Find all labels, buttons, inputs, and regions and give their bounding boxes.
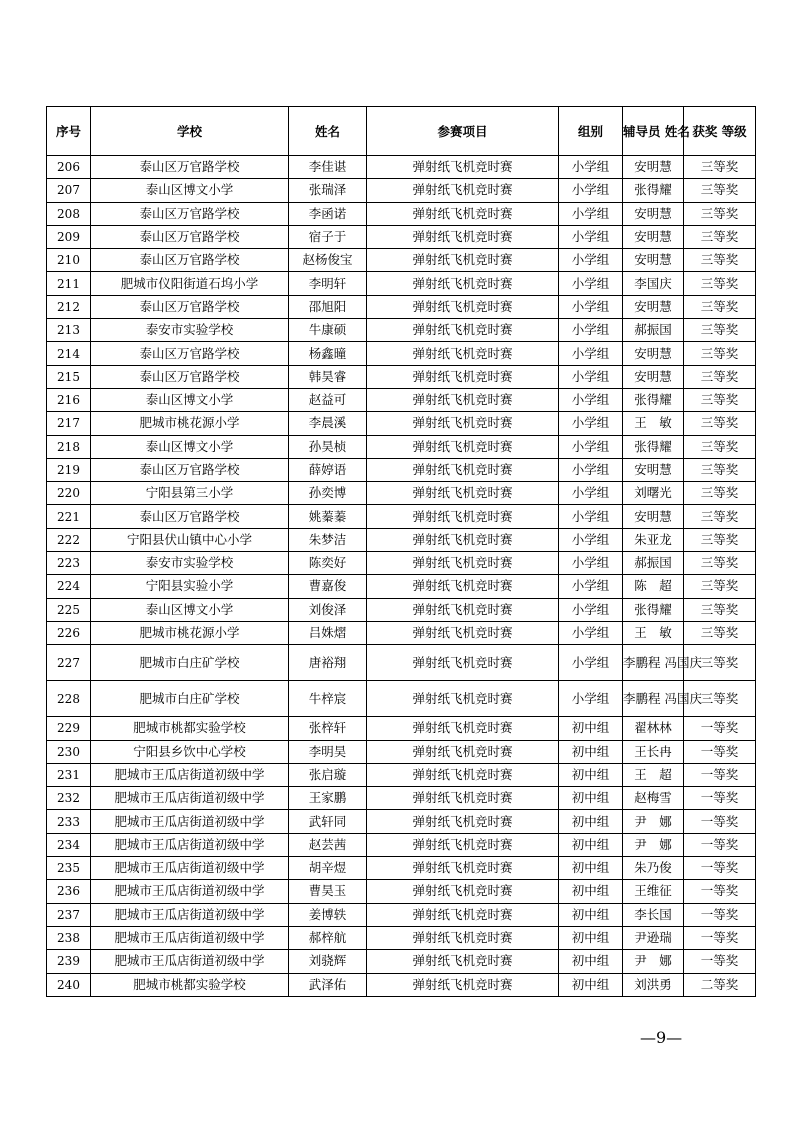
cell-group: 小学组 xyxy=(559,179,623,202)
cell-school: 肥城市桃都实验学校 xyxy=(91,717,289,740)
cell-name: 武泽佑 xyxy=(289,973,367,996)
header-school: 学校 xyxy=(91,107,289,156)
table-row xyxy=(47,319,756,342)
cell-name: 武轩同 xyxy=(289,810,367,833)
cell-name: 张梓轩 xyxy=(289,717,367,740)
cell-group: 小学组 xyxy=(559,202,623,225)
cell-event: 弹射纸飞机竞时赛 xyxy=(367,528,559,551)
cell-coach: 尹 娜 xyxy=(623,810,684,833)
cell-name: 李函诺 xyxy=(289,202,367,225)
cell-coach: 李长国 xyxy=(623,903,684,926)
cell-coach: 陈 超 xyxy=(623,575,684,598)
cell-group: 初中组 xyxy=(559,857,623,880)
cell-event: 弹射纸飞机竞时赛 xyxy=(367,202,559,225)
cell-name: 赵杨俊宝 xyxy=(289,249,367,272)
cell-award: 三等奖 xyxy=(684,681,756,717)
cell-coach: 张得耀 xyxy=(623,435,684,458)
table-row xyxy=(47,435,756,458)
cell-group: 初中组 xyxy=(559,950,623,973)
cell-name: 李明昊 xyxy=(289,740,367,763)
cell-name: 姚蓁蓁 xyxy=(289,505,367,528)
cell-award: 二等奖 xyxy=(684,973,756,996)
cell-name: 张启璇 xyxy=(289,763,367,786)
cell-school: 肥城市王瓜店街道初级中学 xyxy=(91,926,289,949)
cell-serial: 225 xyxy=(47,598,91,621)
cell-name: 孙奕博 xyxy=(289,482,367,505)
cell-coach: 张得耀 xyxy=(623,179,684,202)
cell-group: 小学组 xyxy=(559,412,623,435)
cell-group: 初中组 xyxy=(559,787,623,810)
cell-name: 韩昊睿 xyxy=(289,365,367,388)
cell-group: 小学组 xyxy=(559,645,623,681)
cell-name: 李佳谌 xyxy=(289,156,367,179)
cell-school: 肥城市仪阳街道石坞小学 xyxy=(91,272,289,295)
cell-coach: 尹 娜 xyxy=(623,833,684,856)
cell-award: 三等奖 xyxy=(684,458,756,481)
cell-coach: 安明慧 xyxy=(623,365,684,388)
cell-serial: 240 xyxy=(47,973,91,996)
cell-coach: 安明慧 xyxy=(623,458,684,481)
cell-group: 小学组 xyxy=(559,552,623,575)
cell-school: 泰山区博文小学 xyxy=(91,435,289,458)
cell-event: 弹射纸飞机竞时赛 xyxy=(367,621,559,644)
cell-school: 泰山区博文小学 xyxy=(91,598,289,621)
cell-event: 弹射纸飞机竞时赛 xyxy=(367,482,559,505)
page-number: —9— xyxy=(640,1028,683,1047)
cell-award: 三等奖 xyxy=(684,435,756,458)
cell-serial: 233 xyxy=(47,810,91,833)
cell-school: 泰山区万官路学校 xyxy=(91,156,289,179)
header-event: 参赛项目 xyxy=(367,107,559,156)
cell-event: 弹射纸飞机竞时赛 xyxy=(367,552,559,575)
cell-coach: 翟林林 xyxy=(623,717,684,740)
cell-event: 弹射纸飞机竞时赛 xyxy=(367,973,559,996)
header-row xyxy=(47,107,756,156)
cell-school: 泰山区万官路学校 xyxy=(91,365,289,388)
cell-serial: 224 xyxy=(47,575,91,598)
cell-event: 弹射纸飞机竞时赛 xyxy=(367,763,559,786)
cell-serial: 213 xyxy=(47,319,91,342)
cell-name: 邵旭阳 xyxy=(289,295,367,318)
cell-name: 牛梓宸 xyxy=(289,681,367,717)
cell-group: 小学组 xyxy=(559,435,623,458)
table-row xyxy=(47,552,756,575)
cell-event: 弹射纸飞机竞时赛 xyxy=(367,388,559,411)
cell-award: 三等奖 xyxy=(684,202,756,225)
cell-coach: 刘洪勇 xyxy=(623,973,684,996)
cell-award: 三等奖 xyxy=(684,342,756,365)
cell-event: 弹射纸飞机竞时赛 xyxy=(367,365,559,388)
cell-name: 曹昊玉 xyxy=(289,880,367,903)
cell-coach: 尹 娜 xyxy=(623,950,684,973)
cell-coach: 王长冉 xyxy=(623,740,684,763)
cell-serial: 236 xyxy=(47,880,91,903)
header-coach: 辅导员 姓名 xyxy=(623,107,684,156)
cell-event: 弹射纸飞机竞时赛 xyxy=(367,598,559,621)
cell-name: 李明轩 xyxy=(289,272,367,295)
cell-award: 一等奖 xyxy=(684,950,756,973)
cell-award: 三等奖 xyxy=(684,552,756,575)
cell-event: 弹射纸飞机竞时赛 xyxy=(367,225,559,248)
cell-award: 一等奖 xyxy=(684,857,756,880)
table-row xyxy=(47,272,756,295)
cell-coach: 李鹏程 冯国庆 xyxy=(623,645,684,681)
cell-school: 宁阳县伏山镇中心小学 xyxy=(91,528,289,551)
table-row xyxy=(47,645,756,681)
cell-event: 弹射纸飞机竞时赛 xyxy=(367,645,559,681)
cell-group: 初中组 xyxy=(559,926,623,949)
cell-name: 赵芸茜 xyxy=(289,833,367,856)
cell-school: 肥城市王瓜店街道初级中学 xyxy=(91,833,289,856)
cell-award: 三等奖 xyxy=(684,645,756,681)
table-row xyxy=(47,973,756,996)
cell-school: 肥城市王瓜店街道初级中学 xyxy=(91,903,289,926)
cell-group: 小学组 xyxy=(559,598,623,621)
cell-serial: 228 xyxy=(47,681,91,717)
cell-group: 初中组 xyxy=(559,903,623,926)
cell-school: 泰山区博文小学 xyxy=(91,388,289,411)
cell-name: 杨鑫曈 xyxy=(289,342,367,365)
cell-award: 一等奖 xyxy=(684,880,756,903)
cell-school: 泰山区万官路学校 xyxy=(91,249,289,272)
cell-serial: 214 xyxy=(47,342,91,365)
cell-event: 弹射纸飞机竞时赛 xyxy=(367,575,559,598)
cell-serial: 232 xyxy=(47,787,91,810)
cell-coach: 李国庆 xyxy=(623,272,684,295)
cell-group: 小学组 xyxy=(559,272,623,295)
cell-group: 小学组 xyxy=(559,482,623,505)
cell-serial: 206 xyxy=(47,156,91,179)
cell-event: 弹射纸飞机竞时赛 xyxy=(367,880,559,903)
cell-award: 一等奖 xyxy=(684,740,756,763)
cell-group: 小学组 xyxy=(559,295,623,318)
table-row xyxy=(47,903,756,926)
cell-group: 小学组 xyxy=(559,505,623,528)
cell-group: 初中组 xyxy=(559,740,623,763)
cell-name: 孙昊桢 xyxy=(289,435,367,458)
cell-school: 泰安市实验学校 xyxy=(91,552,289,575)
cell-name: 张瑞泽 xyxy=(289,179,367,202)
table-row xyxy=(47,458,756,481)
cell-serial: 215 xyxy=(47,365,91,388)
table-row xyxy=(47,365,756,388)
cell-name: 曹嘉俊 xyxy=(289,575,367,598)
cell-coach: 郝振国 xyxy=(623,319,684,342)
cell-event: 弹射纸飞机竞时赛 xyxy=(367,179,559,202)
table-row xyxy=(47,880,756,903)
cell-coach: 尹逊瑞 xyxy=(623,926,684,949)
table-row xyxy=(47,482,756,505)
cell-serial: 212 xyxy=(47,295,91,318)
table-row xyxy=(47,342,756,365)
cell-name: 牛康硕 xyxy=(289,319,367,342)
cell-name: 薛婷语 xyxy=(289,458,367,481)
cell-school: 肥城市王瓜店街道初级中学 xyxy=(91,810,289,833)
table-row xyxy=(47,857,756,880)
cell-name: 宿子于 xyxy=(289,225,367,248)
cell-school: 泰山区万官路学校 xyxy=(91,295,289,318)
cell-school: 泰山区万官路学校 xyxy=(91,505,289,528)
cell-name: 胡辛煜 xyxy=(289,857,367,880)
cell-school: 泰山区万官路学校 xyxy=(91,202,289,225)
cell-school: 肥城市桃花源小学 xyxy=(91,621,289,644)
cell-award: 一等奖 xyxy=(684,787,756,810)
table-row xyxy=(47,249,756,272)
cell-event: 弹射纸飞机竞时赛 xyxy=(367,810,559,833)
cell-award: 一等奖 xyxy=(684,926,756,949)
table-row xyxy=(47,787,756,810)
cell-event: 弹射纸飞机竞时赛 xyxy=(367,903,559,926)
cell-school: 泰山区万官路学校 xyxy=(91,225,289,248)
table-row xyxy=(47,156,756,179)
cell-award: 三等奖 xyxy=(684,179,756,202)
cell-school: 肥城市王瓜店街道初级中学 xyxy=(91,880,289,903)
table-header xyxy=(47,107,756,156)
table-row xyxy=(47,179,756,202)
cell-school: 泰山区万官路学校 xyxy=(91,342,289,365)
cell-event: 弹射纸飞机竞时赛 xyxy=(367,272,559,295)
cell-group: 小学组 xyxy=(559,528,623,551)
cell-award: 三等奖 xyxy=(684,319,756,342)
cell-group: 小学组 xyxy=(559,225,623,248)
cell-event: 弹射纸飞机竞时赛 xyxy=(367,412,559,435)
table-body xyxy=(47,156,756,997)
cell-group: 小学组 xyxy=(559,458,623,481)
cell-serial: 218 xyxy=(47,435,91,458)
cell-award: 三等奖 xyxy=(684,575,756,598)
cell-name: 郝梓航 xyxy=(289,926,367,949)
cell-school: 肥城市王瓜店街道初级中学 xyxy=(91,763,289,786)
cell-group: 初中组 xyxy=(559,810,623,833)
cell-coach: 朱亚龙 xyxy=(623,528,684,551)
results-table xyxy=(46,106,756,997)
cell-group: 小学组 xyxy=(559,388,623,411)
cell-coach: 王 敏 xyxy=(623,412,684,435)
cell-school: 肥城市白庄矿学校 xyxy=(91,681,289,717)
cell-serial: 217 xyxy=(47,412,91,435)
cell-group: 小学组 xyxy=(559,681,623,717)
cell-award: 三等奖 xyxy=(684,156,756,179)
cell-group: 小学组 xyxy=(559,249,623,272)
cell-serial: 239 xyxy=(47,950,91,973)
cell-group: 小学组 xyxy=(559,319,623,342)
cell-serial: 235 xyxy=(47,857,91,880)
cell-school: 肥城市桃都实验学校 xyxy=(91,973,289,996)
cell-serial: 209 xyxy=(47,225,91,248)
cell-event: 弹射纸飞机竞时赛 xyxy=(367,458,559,481)
cell-event: 弹射纸飞机竞时赛 xyxy=(367,950,559,973)
cell-award: 三等奖 xyxy=(684,598,756,621)
cell-group: 初中组 xyxy=(559,763,623,786)
cell-event: 弹射纸飞机竞时赛 xyxy=(367,787,559,810)
cell-coach: 王维征 xyxy=(623,880,684,903)
cell-event: 弹射纸飞机竞时赛 xyxy=(367,505,559,528)
cell-award: 三等奖 xyxy=(684,528,756,551)
cell-group: 小学组 xyxy=(559,156,623,179)
cell-group: 小学组 xyxy=(559,342,623,365)
cell-school: 肥城市王瓜店街道初级中学 xyxy=(91,787,289,810)
cell-school: 泰安市实验学校 xyxy=(91,319,289,342)
cell-serial: 238 xyxy=(47,926,91,949)
cell-event: 弹射纸飞机竞时赛 xyxy=(367,833,559,856)
cell-school: 宁阳县实验小学 xyxy=(91,575,289,598)
cell-name: 王家鹏 xyxy=(289,787,367,810)
cell-event: 弹射纸飞机竞时赛 xyxy=(367,681,559,717)
cell-award: 一等奖 xyxy=(684,903,756,926)
cell-coach: 王 敏 xyxy=(623,621,684,644)
header-award: 获奖 等级 xyxy=(684,107,756,156)
cell-group: 初中组 xyxy=(559,717,623,740)
cell-serial: 231 xyxy=(47,763,91,786)
cell-event: 弹射纸飞机竞时赛 xyxy=(367,740,559,763)
cell-award: 三等奖 xyxy=(684,249,756,272)
cell-serial: 227 xyxy=(47,645,91,681)
cell-serial: 210 xyxy=(47,249,91,272)
cell-coach: 王 超 xyxy=(623,763,684,786)
header-name: 姓名 xyxy=(289,107,367,156)
cell-coach: 李鹏程 冯国庆 xyxy=(623,681,684,717)
cell-coach: 安明慧 xyxy=(623,202,684,225)
cell-group: 初中组 xyxy=(559,973,623,996)
cell-serial: 230 xyxy=(47,740,91,763)
cell-group: 初中组 xyxy=(559,833,623,856)
cell-serial: 208 xyxy=(47,202,91,225)
cell-serial: 216 xyxy=(47,388,91,411)
cell-school: 宁阳县乡饮中心学校 xyxy=(91,740,289,763)
cell-school: 肥城市王瓜店街道初级中学 xyxy=(91,857,289,880)
cell-name: 姜博轶 xyxy=(289,903,367,926)
table-row xyxy=(47,833,756,856)
table-row xyxy=(47,528,756,551)
cell-serial: 211 xyxy=(47,272,91,295)
cell-school: 泰山区万官路学校 xyxy=(91,458,289,481)
cell-event: 弹射纸飞机竞时赛 xyxy=(367,295,559,318)
table-row xyxy=(47,763,756,786)
cell-school: 肥城市王瓜店街道初级中学 xyxy=(91,950,289,973)
cell-name: 赵益可 xyxy=(289,388,367,411)
cell-event: 弹射纸飞机竞时赛 xyxy=(367,156,559,179)
cell-coach: 张得耀 xyxy=(623,598,684,621)
table-row xyxy=(47,926,756,949)
cell-award: 三等奖 xyxy=(684,505,756,528)
table-row xyxy=(47,621,756,644)
cell-name: 刘骁辉 xyxy=(289,950,367,973)
cell-award: 三等奖 xyxy=(684,482,756,505)
cell-coach: 刘曙光 xyxy=(623,482,684,505)
cell-coach: 安明慧 xyxy=(623,342,684,365)
cell-event: 弹射纸飞机竞时赛 xyxy=(367,435,559,458)
table-row xyxy=(47,740,756,763)
cell-coach: 郝振国 xyxy=(623,552,684,575)
cell-group: 初中组 xyxy=(559,880,623,903)
cell-serial: 237 xyxy=(47,903,91,926)
cell-serial: 207 xyxy=(47,179,91,202)
cell-name: 刘俊泽 xyxy=(289,598,367,621)
cell-coach: 安明慧 xyxy=(623,505,684,528)
cell-serial: 222 xyxy=(47,528,91,551)
cell-school: 宁阳县第三小学 xyxy=(91,482,289,505)
cell-award: 三等奖 xyxy=(684,225,756,248)
table-row xyxy=(47,388,756,411)
cell-coach: 张得耀 xyxy=(623,388,684,411)
cell-event: 弹射纸飞机竞时赛 xyxy=(367,342,559,365)
cell-award: 三等奖 xyxy=(684,412,756,435)
cell-group: 小学组 xyxy=(559,621,623,644)
cell-serial: 234 xyxy=(47,833,91,856)
cell-serial: 221 xyxy=(47,505,91,528)
cell-school: 肥城市白庄矿学校 xyxy=(91,645,289,681)
cell-event: 弹射纸飞机竞时赛 xyxy=(367,926,559,949)
table-row xyxy=(47,950,756,973)
cell-award: 一等奖 xyxy=(684,810,756,833)
cell-award: 一等奖 xyxy=(684,717,756,740)
cell-award: 一等奖 xyxy=(684,833,756,856)
table-row xyxy=(47,412,756,435)
cell-group: 小学组 xyxy=(559,575,623,598)
cell-serial: 220 xyxy=(47,482,91,505)
cell-school: 肥城市桃花源小学 xyxy=(91,412,289,435)
cell-name: 吕姝熠 xyxy=(289,621,367,644)
cell-coach: 安明慧 xyxy=(623,156,684,179)
cell-serial: 226 xyxy=(47,621,91,644)
table-row xyxy=(47,717,756,740)
cell-award: 三等奖 xyxy=(684,295,756,318)
cell-name: 唐裕翔 xyxy=(289,645,367,681)
cell-award: 三等奖 xyxy=(684,621,756,644)
table-row xyxy=(47,295,756,318)
header-group: 组别 xyxy=(559,107,623,156)
cell-name: 朱梦洁 xyxy=(289,528,367,551)
cell-event: 弹射纸飞机竞时赛 xyxy=(367,249,559,272)
cell-name: 李晨溪 xyxy=(289,412,367,435)
cell-serial: 223 xyxy=(47,552,91,575)
table-row xyxy=(47,598,756,621)
table-row xyxy=(47,505,756,528)
table-row xyxy=(47,681,756,717)
cell-event: 弹射纸飞机竞时赛 xyxy=(367,717,559,740)
cell-award: 三等奖 xyxy=(684,388,756,411)
cell-event: 弹射纸飞机竞时赛 xyxy=(367,857,559,880)
table-row xyxy=(47,810,756,833)
cell-group: 小学组 xyxy=(559,365,623,388)
table-row xyxy=(47,202,756,225)
cell-school: 泰山区博文小学 xyxy=(91,179,289,202)
cell-coach: 安明慧 xyxy=(623,225,684,248)
cell-award: 三等奖 xyxy=(684,272,756,295)
cell-coach: 安明慧 xyxy=(623,295,684,318)
cell-coach: 赵梅雪 xyxy=(623,787,684,810)
table-row xyxy=(47,225,756,248)
cell-serial: 229 xyxy=(47,717,91,740)
cell-award: 一等奖 xyxy=(684,763,756,786)
cell-name: 陈奕好 xyxy=(289,552,367,575)
cell-coach: 安明慧 xyxy=(623,249,684,272)
cell-award: 三等奖 xyxy=(684,365,756,388)
header-serial: 序号 xyxy=(47,107,91,156)
cell-serial: 219 xyxy=(47,458,91,481)
cell-coach: 朱乃俊 xyxy=(623,857,684,880)
table-row xyxy=(47,575,756,598)
cell-event: 弹射纸飞机竞时赛 xyxy=(367,319,559,342)
